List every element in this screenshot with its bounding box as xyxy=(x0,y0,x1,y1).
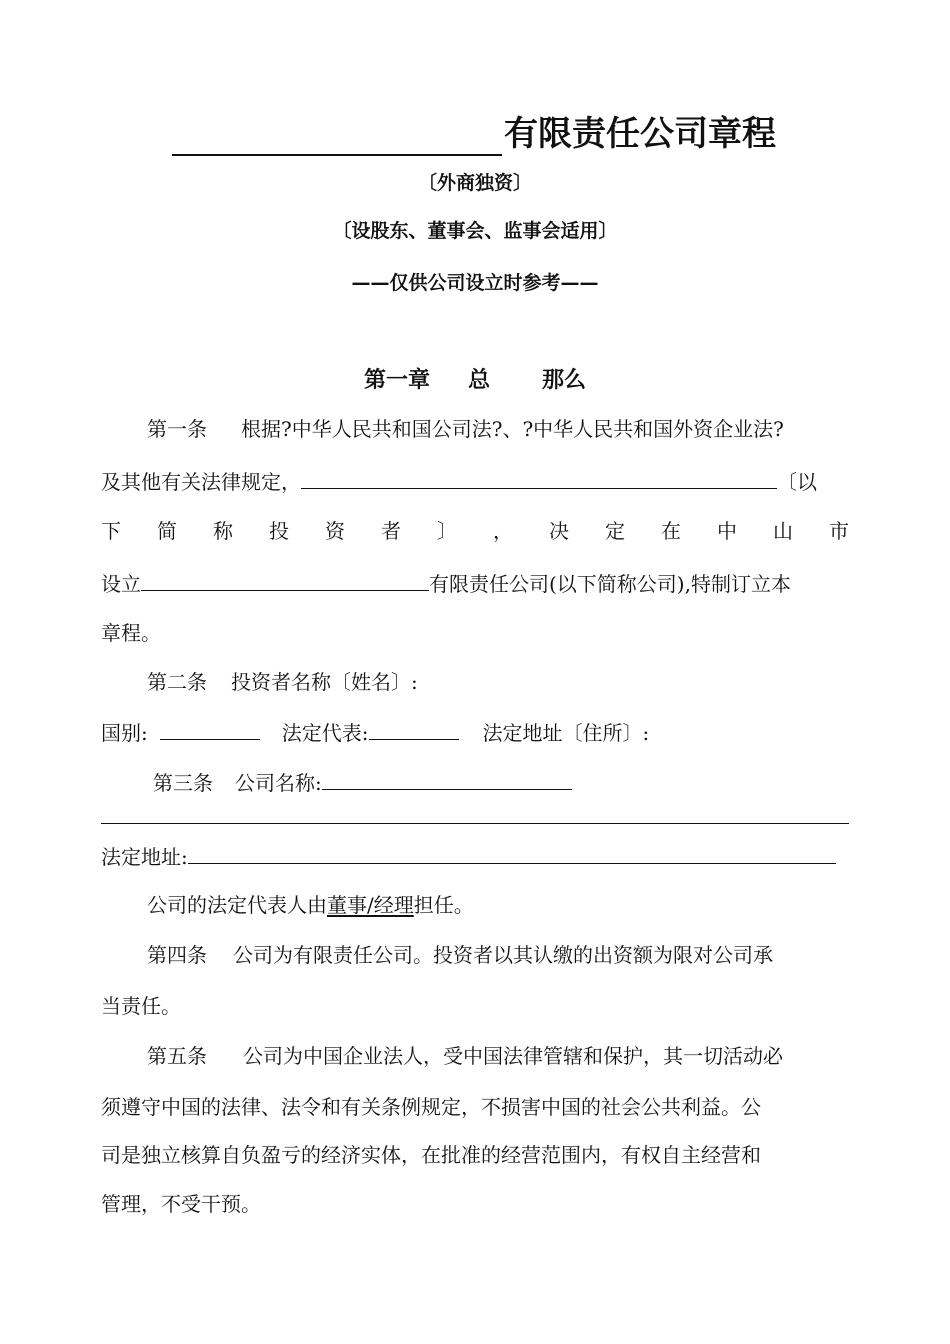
article-4-label: 第四条 xyxy=(147,943,207,967)
subtitle-foreign: 〔外商独资〕 xyxy=(417,172,532,194)
article-3-address-line xyxy=(101,841,836,871)
title-row xyxy=(172,108,776,156)
investor-name-blank xyxy=(301,466,777,489)
article-5-line-2: 须遵守中国的法律、法令和有关条例规定，不损害中国的社会公共利益。公 xyxy=(101,1095,761,1119)
company-blank xyxy=(141,568,429,591)
country-label: 国别: xyxy=(101,721,148,745)
company-address-label: 法定地址: xyxy=(101,845,188,869)
char: 中 xyxy=(717,519,737,543)
article-2-text: 投资者名称〔姓名〕: xyxy=(231,670,418,694)
country-blank xyxy=(160,717,260,740)
char: ， xyxy=(493,519,513,543)
legal-rep-label: 法定代表: xyxy=(281,721,369,745)
article-3-text: 公司名称: xyxy=(235,771,322,795)
rep-text: 公司的法定代表人由 xyxy=(147,893,327,917)
char: 定 xyxy=(605,519,625,543)
article-1-text-1: 根据?中华人民共和国公司法?、?中华人民共和国外资企业法? xyxy=(241,417,784,441)
article-1-text-4: 设立 xyxy=(101,572,141,596)
company-name-blank xyxy=(172,114,502,156)
char: 投 xyxy=(269,519,289,543)
char: 决 xyxy=(549,519,569,543)
char: 在 xyxy=(661,519,681,543)
article-2-label: 第二条 xyxy=(147,670,207,694)
article-3-rep-line xyxy=(147,891,474,919)
article-5-text-1: 公司为中国企业法人，受中国法律管辖和保护，其一切活动必 xyxy=(243,1044,783,1068)
company-address-blank xyxy=(188,841,836,864)
article-4-text-1: 公司为有限责任公司。投资者以其认缴的出资额为限对公司承 xyxy=(233,943,773,967)
chapter-word-1: 总 xyxy=(467,368,490,393)
char: 称 xyxy=(213,519,233,543)
legal-rep-blank xyxy=(369,717,459,740)
subtitle-applicability: 〔设股东、董事会、监事会适用〕 xyxy=(332,220,618,242)
chapter-heading xyxy=(0,366,950,396)
article-4-line-1 xyxy=(147,941,773,969)
char: 市 xyxy=(829,519,849,543)
chapter-label: 第一章 xyxy=(363,368,430,393)
rep-suffix: 担任。 xyxy=(413,893,474,917)
article-1-line-5: 章程。 xyxy=(101,621,161,645)
article-1-text-2: 及其他有关法律规定， xyxy=(101,470,301,494)
company-name-field-blank xyxy=(322,767,572,790)
article-4-line-2: 当责任。 xyxy=(101,994,181,1018)
article-5-line-4: 管理，不受干预。 xyxy=(101,1192,261,1216)
article-5-line-3: 司是独立核算自负盈亏的经济实体，在批准的经营范围内，有权自主经营和 xyxy=(101,1143,761,1167)
char: 山 xyxy=(773,519,793,543)
article-3-line-1 xyxy=(153,767,572,797)
char: 简 xyxy=(157,519,177,543)
char: 资 xyxy=(325,519,345,543)
article-1-text-4-suffix: 有限责任公司(以下简称公司),特制订立本 xyxy=(429,572,791,596)
article-5-label: 第五条 xyxy=(147,1044,207,1068)
article-3-label: 第三条 xyxy=(153,771,213,795)
address-label: 法定地址〔住所〕: xyxy=(482,721,650,745)
article-1-line-1 xyxy=(147,415,784,443)
char: 〕 xyxy=(437,519,457,543)
article-1-text-2-suffix: 〔以 xyxy=(777,470,817,494)
page-title: 有限责任公司章程 xyxy=(504,114,776,154)
article-1-line-2 xyxy=(101,466,817,496)
article-2-line-1 xyxy=(147,668,418,696)
rep-role: 董事/经理 xyxy=(327,893,414,917)
article-2-line-2 xyxy=(101,717,649,747)
article-1-label: 第一条 xyxy=(147,417,207,441)
article-5-line-1 xyxy=(147,1042,783,1070)
article-1-line-4 xyxy=(101,568,791,598)
article-1-line-3 xyxy=(101,517,849,545)
subtitle-reference: ——仅供公司设立时参考—— xyxy=(351,272,599,294)
char: 下 xyxy=(101,519,121,543)
chapter-word-2: 那么 xyxy=(542,368,587,393)
char: 者 xyxy=(381,519,401,543)
blank-rule xyxy=(101,823,849,824)
